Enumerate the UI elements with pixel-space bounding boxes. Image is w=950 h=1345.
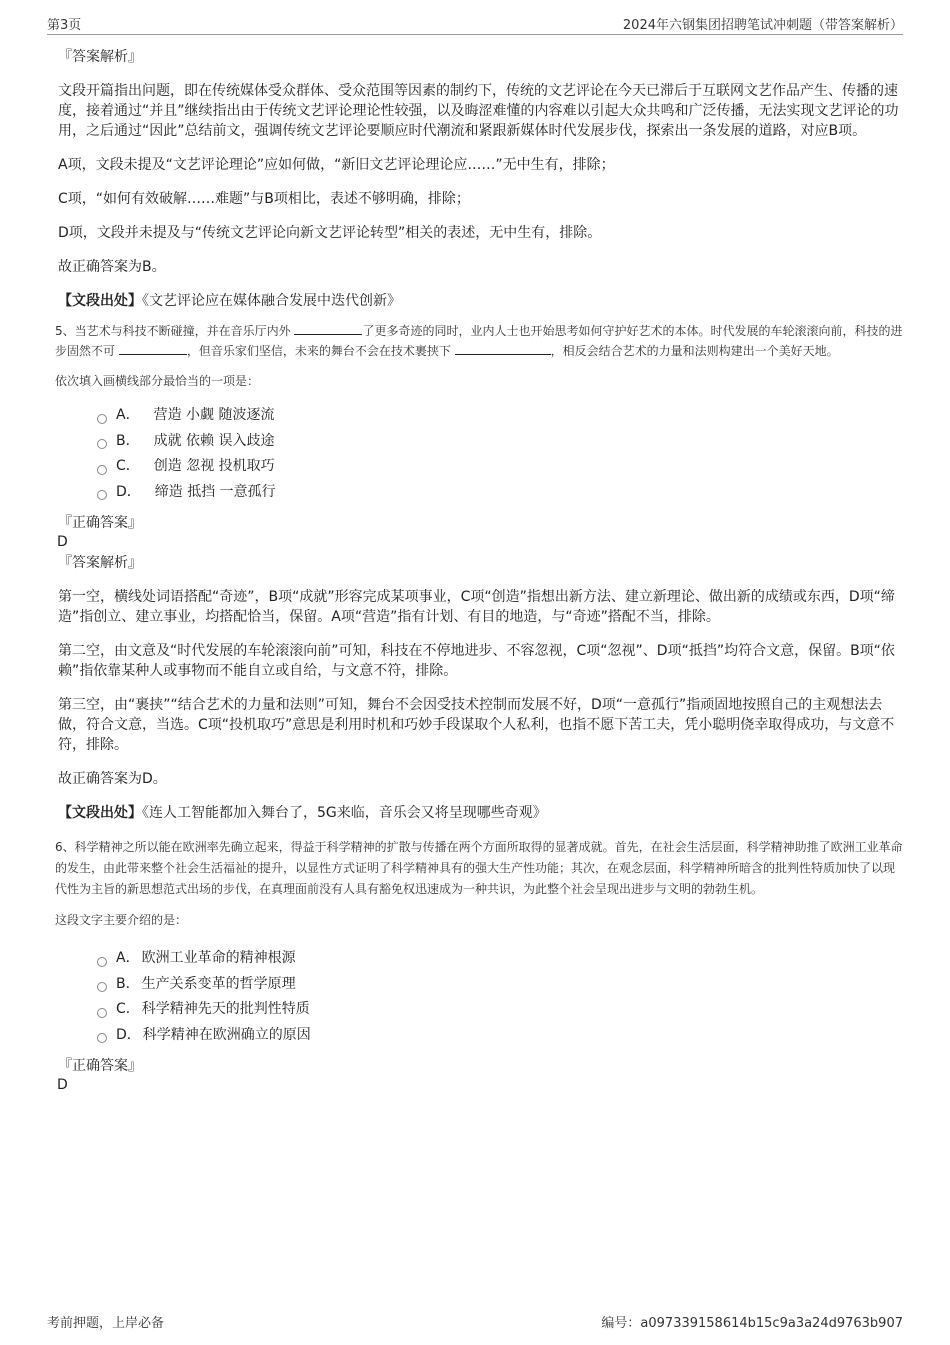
- analysis-paragraph: D项，文段并未提及与“传统文艺评论向新文艺评论转型”相关的表述，无中生有，排除。: [58, 225, 602, 241]
- page-number: 第3页: [47, 18, 82, 33]
- fill-blank: [119, 342, 187, 355]
- document-title: 2024年六钢集团招聘笔试冲刺题（带答案解析）: [622, 18, 903, 33]
- analysis-paragraph: 第一空，横线处词语搭配“奇迹”，B项“成就”形容完成某项事业，C项“创造”指想出新方法、建立新理论、做出新的成绩或东西，D项“缔造”指创立、建立事业，均搭配恰当，保留。A项“营造”指有计划、有目的地造，与“奇迹”搭配不当，排除。: [58, 589, 895, 625]
- source-label: 【文段出处】: [58, 805, 142, 821]
- question-6-text: 6、科学精神之所以能在欧洲率先确立起来，得益于科学精神的扩散与传播在两个方面所取得的显著成就。首先，在社会生活层面，科学精神助推了欧洲工业革命的发生，由此带来整个社会生活福祉的提升，以显性方式证明了科学精神具有的强大生产性功能；其次，在观念层面，科学精神所暗含的批判性特质加快了以现代性为主旨的新思想范式出场的步伐，在真理面前没有人具有豁免权迅速成为一种共识，为此整个社会呈现出进步与文明的勃勃生机。: [55, 840, 903, 896]
- source-label: 【文段出处】: [58, 293, 142, 309]
- analysis-paragraph: 第三空，由“裹挟”“结合艺术的力量和法则”可知，舞台不会因受技术控制而发展不好，D项“一意孤行”指顽固地按照自己的主观想法去做，符合文意，当选。C项“投机取巧”意思是利用时机和巧妙手段谋取个人私利，也指不愿下苦工夫，凭小聪明侥幸取得成功，与文意不符，排除。: [58, 697, 895, 753]
- correct-answer: D: [57, 1077, 68, 1093]
- question-6-options: [97, 946, 903, 1048]
- option-c[interactable]: C． 科学精神先天的批判性特质: [97, 997, 903, 1023]
- correct-answer-label: 『正确答案』: [58, 1058, 142, 1074]
- option-a[interactable]: A． 欧洲工业革命的精神根源: [97, 946, 903, 972]
- analysis-paragraph: C项，“如何有效破解……难题”与B项相比，表述不够明确，排除；: [58, 191, 470, 207]
- option-b[interactable]: B． 成就 依赖 误入歧途: [97, 429, 903, 455]
- radio-button[interactable]: [97, 1008, 107, 1018]
- option-c[interactable]: C． 创造 忽视 投机取巧: [97, 454, 903, 480]
- main-content: [55, 43, 903, 1096]
- question-6-prompt: 这段文字主要介绍的是：: [55, 913, 188, 927]
- question-5-text: 5、当艺术与科技不断碰撞，并在音乐厅内外 了更多奇迹的同时，业内人士也开始思考如何守护好艺术的本体。时代发展的车轮滚滚向前，科技的进步固然不可 ，但音乐家们坚信，未来的舞台不会在技术裹挟下 ，相反会结合艺术的力量和法则构建出一个美好天地。: [55, 324, 903, 358]
- analysis-paragraph: 故正确答案为D。: [58, 771, 167, 787]
- option-d[interactable]: D． 缔造 抵挡 一意孤行: [97, 480, 903, 506]
- correct-answer: D: [57, 534, 68, 550]
- correct-answer-label: 『正确答案』: [58, 515, 142, 531]
- analysis-paragraph: 故正确答案为B。: [58, 259, 166, 275]
- footer-slogan: 考前押题，上岸必备: [47, 1316, 165, 1331]
- radio-button[interactable]: [97, 439, 107, 449]
- page-header: [47, 14, 903, 35]
- question-5-options: [97, 403, 903, 505]
- question-5-prompt: 依次填入画横线部分最恰当的一项是：: [55, 374, 260, 388]
- option-d[interactable]: D． 科学精神在欧洲确立的原因: [97, 1023, 903, 1049]
- analysis-label: 『答案解析』: [58, 49, 142, 65]
- analysis-paragraph: 第二空，由文意及“时代发展的车轮滚滚向前”可知，科技在不停地进步、不容忽视，C项“忽视”、D项“抵挡”均符合文意，保留。B项“依赖”指依靠某种人或事物而不能自立或自给，与文意不符，排除。: [58, 643, 895, 679]
- radio-button[interactable]: [97, 982, 107, 992]
- option-a[interactable]: A． 营造 小觑 随波逐流: [97, 403, 903, 429]
- document-id: 编号：a097339158614b15c9a3a24d9763b907: [601, 1316, 903, 1331]
- page-footer: [47, 1312, 903, 1332]
- radio-button[interactable]: [97, 465, 107, 475]
- radio-button[interactable]: [97, 957, 107, 967]
- analysis-paragraph: A项，文段未提及“文艺评论理论”应如何做，“新旧文艺评论理论应……”无中生有，排除；: [58, 157, 615, 173]
- analysis-paragraph: 文段开篇指出问题，即在传统媒体受众群体、受众范围等因素的制约下，传统的文艺评论在今天已滞后于互联网文艺作品产生、传播的速度，接着通过“并且”继续指出由于传统文艺评论理论性较强，以及晦涩难懂的内容难以引起大众共鸣和广泛传播，无法实现文艺评论的功用，之后通过“因此”总结前文，强调传统文艺评论要顺应时代潮流和紧跟新媒体时代发展步伐，探索出一条发展的道路，对应B项。: [58, 83, 899, 139]
- source-title: 《文艺评论应在媒体融合发展中迭代创新》: [142, 293, 401, 309]
- radio-button[interactable]: [97, 1033, 107, 1043]
- fill-blank: [455, 342, 551, 355]
- fill-blank: [294, 322, 362, 335]
- source-line: [58, 291, 903, 311]
- radio-button[interactable]: [97, 490, 107, 500]
- radio-button[interactable]: [97, 414, 107, 424]
- option-b[interactable]: B． 生产关系变革的哲学原理: [97, 972, 903, 998]
- analysis-label: 『答案解析』: [58, 555, 142, 571]
- source-title: 《连人工智能都加入舞台了，5G来临，音乐会又将呈现哪些奇观》: [142, 805, 547, 821]
- source-line: [58, 803, 903, 823]
